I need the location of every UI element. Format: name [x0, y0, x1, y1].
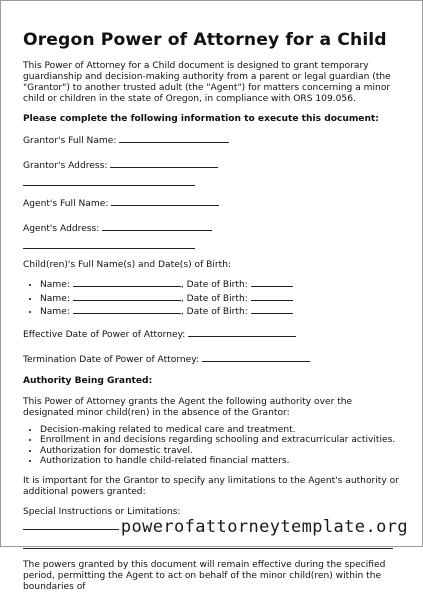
child-name-label: Name: [40, 307, 70, 317]
child-name-blank[interactable] [73, 277, 181, 287]
authority-list [23, 425, 403, 467]
child-entry-3 [40, 304, 403, 318]
effective-date-blank[interactable] [188, 327, 296, 337]
child-entry-1 [40, 277, 403, 291]
authority-item: • Decision-making related to medical care and treatment. [40, 425, 403, 436]
child-name-label: Name: [40, 280, 70, 290]
agent-address-blank[interactable] [102, 221, 212, 231]
effective-date-field [23, 327, 403, 341]
child-entry-2 [40, 291, 403, 305]
child-dob-label: , Date of Birth: [180, 293, 248, 304]
child-name-blank[interactable] [73, 291, 181, 301]
authority-heading: Authority Being Granted: [23, 375, 153, 386]
authority-item: • Authorization to handle child-related financial matters. [40, 456, 403, 467]
termination-date-blank[interactable] [202, 352, 310, 362]
agent-address-field [23, 221, 403, 235]
grantor-name-blank[interactable] [119, 133, 229, 143]
special-instructions-label: Special Instructions or Limitations: [23, 506, 181, 517]
authority-item: • Enrollment in and decisions regarding schooling and extracurricular activities. [40, 435, 403, 446]
grantor-name-label: Grantor's Full Name: [23, 136, 117, 146]
children-label: Child(ren)'s Full Name(s) and Date(s) of Birth: [23, 260, 232, 270]
intro-paragraph: This Power of Attorney for a Child document is designed to grant temporary guardianship and decision-making authority from a parent or legal guardian (the "Grantor") to another trusted adult (the "Agent") for matters concerning a minor child or children in the state of Oregon, in compliance with ORS 109.056. [23, 61, 391, 104]
child-dob-label: , Date of Birth: [180, 307, 248, 317]
document-page [23, 29, 403, 593]
child-name-label: Name: [40, 293, 70, 304]
grantor-address-blank[interactable] [110, 158, 218, 168]
child-dob-blank[interactable] [251, 304, 293, 314]
agent-name-field [23, 196, 403, 210]
authority-item: • Authorization for domestic travel. [40, 446, 403, 457]
grantor-address-label: Grantor's Address: [23, 161, 108, 171]
agent-address-line-2[interactable] [23, 247, 195, 249]
document-title: Oregon Power of Attorney for a Child [23, 30, 387, 50]
child-dob-blank[interactable] [251, 291, 293, 301]
children-list [23, 277, 403, 318]
termination-date-field [23, 352, 403, 366]
watermark: powerofattorneytemplate.org [120, 517, 408, 537]
grantor-name-field [23, 133, 403, 147]
agent-address-label: Agent's Address: [23, 224, 100, 234]
termination-date-label: Termination Date of Power of Attorney: [23, 354, 200, 365]
child-name-blank[interactable] [73, 304, 181, 314]
effective-date-label: Effective Date of Power of Attorney: [23, 329, 186, 340]
instructions-heading: Please complete the following information to execute this document: [23, 114, 379, 124]
child-dob-label: , Date of Birth: [180, 280, 248, 290]
agent-name-blank[interactable] [111, 196, 219, 206]
authority-paragraph: This Power of Attorney grants the Agent the following authority over the designated minor child(ren) in the absence of the Grantor: [23, 396, 353, 418]
agent-name-label: Agent's Full Name: [23, 199, 109, 209]
closing-paragraph: The powers granted by this document will remain effective during the specified period, permitting the Agent to act on behalf of the minor child(ren) within the boundaries of [23, 559, 386, 592]
limitations-paragraph: It is important for the Grantor to specify any limitations to the Agent's authority or additional powers granted: [23, 475, 399, 497]
grantor-address-field [23, 158, 403, 172]
grantor-address-line-2[interactable] [23, 184, 195, 186]
child-dob-blank[interactable] [251, 277, 293, 287]
